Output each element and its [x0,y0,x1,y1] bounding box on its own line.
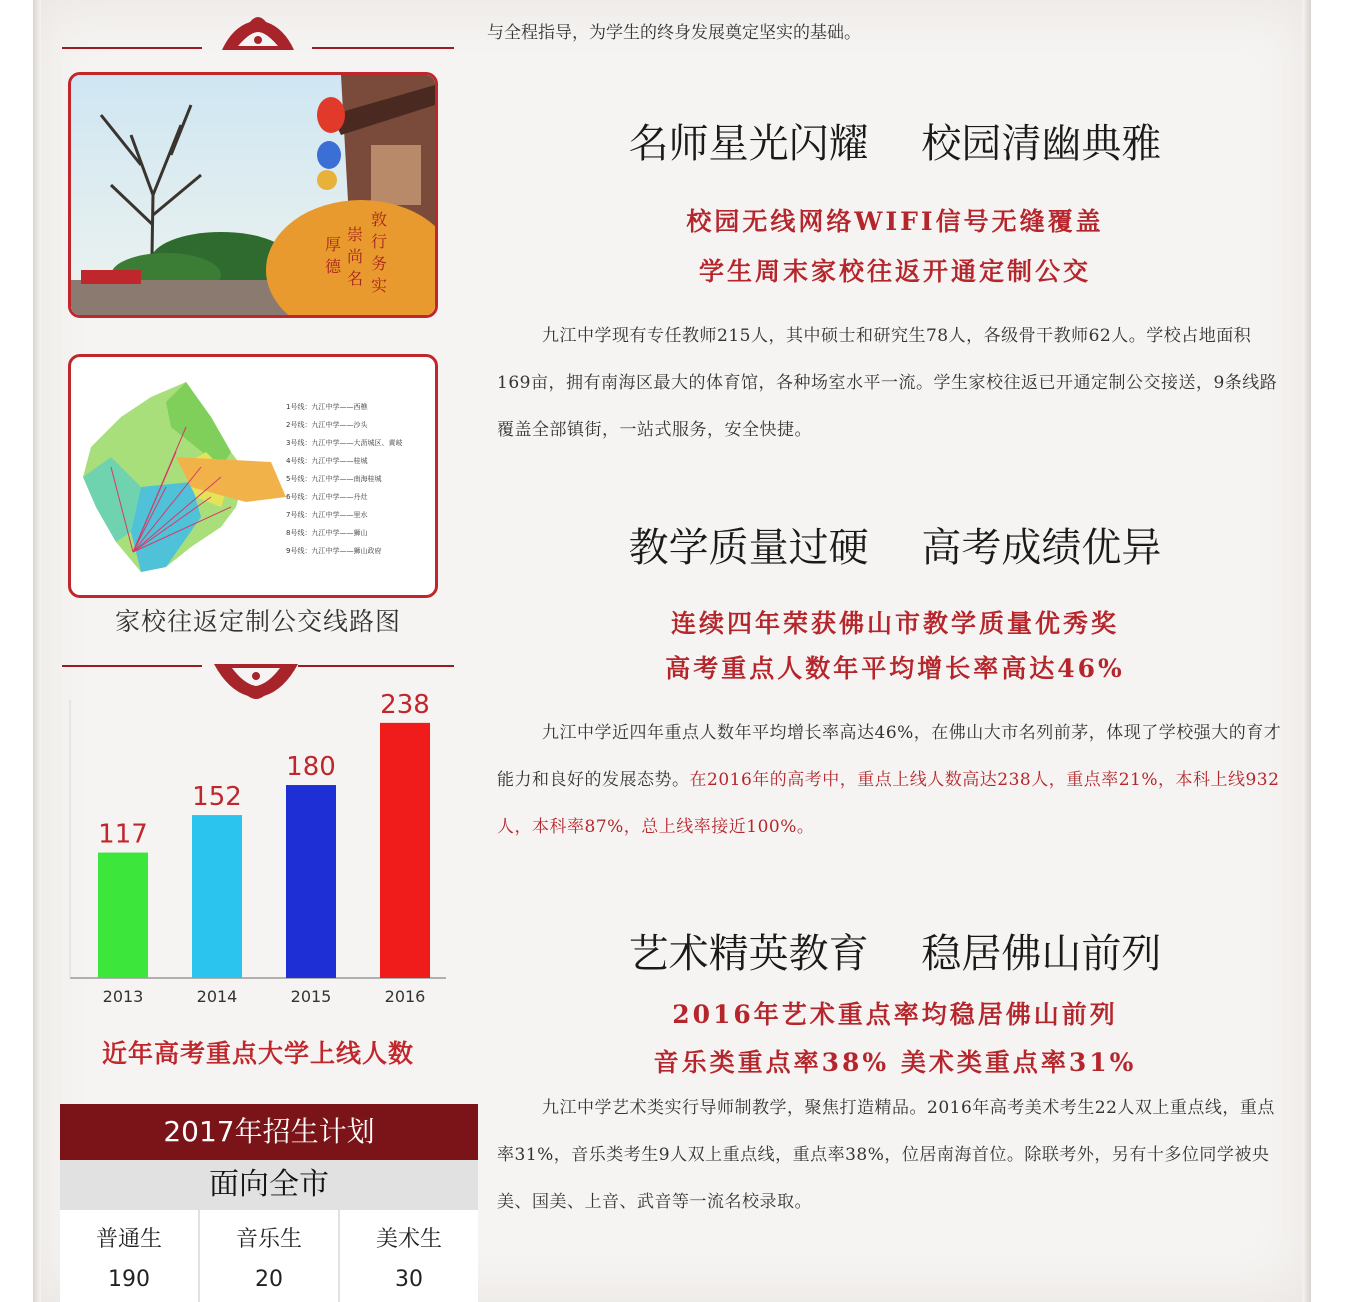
section-paragraph-teachers: 九江中学现有专任教师215人，其中硕士和研究生78人，各级骨干教师62人。学校占地面积169亩，拥有南海区最大的体育馆，各种场室水平一流。学生家校往返已开通定制公交接送，9条线路覆盖全部镇街，一站式服务，安全快捷。 [497,326,1278,440]
svg-text:3号线：九江中学——大沥城区、黄岐: 3号线：九江中学——大沥城区、黄岐 [286,439,403,447]
chart-title: 近年高考重点大学上线人数 [101,1039,414,1068]
section-subheading: 学生周末家校往返开通定制公交 [698,257,1091,286]
chart-tick-label: 2014 [196,987,238,1006]
section-subheading: 2016年艺术重点率均稳居佛山前列 [672,1000,1118,1029]
paragraph-text: 九江中学近四年重点人数年平均增长率高达46%，在佛山大市名列前茅，体现了学校强大的育才能力和良好的发展态势。 [497,723,1282,790]
paragraph-highlight: 在2016年的高考中，重点上线人数高达238人，重点率21%，本科上线932人，本科率87%，总上线率接近100%。 [497,770,1280,837]
section-heading-teachers: 名师星光闪耀 校园清幽典雅 [628,121,1162,167]
svg-text:2号线：九江中学——沙头: 2号线：九江中学——沙头 [286,421,368,429]
svg-text:4号线：九江中学——桂城: 4号线：九江中学——桂城 [286,457,368,465]
chart-data-label: 180 [286,752,336,783]
chart-bar [98,853,148,978]
section-subheading: 音乐类重点率38% 美术类重点率31% [653,1048,1137,1077]
svg-text:5号线：九江中学——南海桂城: 5号线：九江中学——南海桂城 [286,475,382,483]
paper-edge-right [1302,0,1311,1302]
svg-text:敦: 敦 [371,210,388,229]
intro-tail-text: 与全程指导，为学生的终身发展奠定坚实的基础。 [487,23,861,43]
bus-map-caption: 家校往返定制公交线路图 [114,607,401,636]
plan-columns [60,1210,478,1302]
section-subheading: 校园无线网络WIFI信号无缝覆盖 [686,207,1104,236]
enrollment-plan-table [60,1104,478,1302]
plan-column-label: 美术生 [375,1227,442,1252]
bus-route-map [68,354,438,598]
plan-column-value: 30 [395,1267,423,1292]
section-paragraph-arts: 九江中学艺术类实行导师制教学，聚焦打造精品。2016年高考美术考生22人双上重点线，重点率31%，音乐类考生9人双上重点线，重点率38%，位居南海首位。除联考外，另有十多位同学被央美、国美、上音、武音等一流名校录取。 [497,1098,1275,1212]
svg-text:8号线：九江中学——狮山: 8号线：九江中学——狮山 [286,529,368,537]
svg-text:实: 实 [371,276,388,295]
chart-bar [286,785,336,978]
plan-column-regular [60,1210,200,1302]
svg-text:6号线：九江中学——丹灶: 6号线：九江中学——丹灶 [286,493,368,501]
svg-text:9号线：九江中学——狮山政府: 9号线：九江中学——狮山政府 [286,547,382,555]
section-subheading: 连续四年荣获佛山市教学质量优秀奖 [670,609,1119,638]
plan-column-value: 190 [108,1267,150,1292]
chart-data-label: 238 [380,690,430,720]
chart-tick-label: 2013 [102,987,144,1006]
svg-text:崇: 崇 [347,225,364,244]
plan-column-art [340,1210,478,1302]
campus-photo [68,72,438,318]
chart-data-label: 117 [98,819,148,850]
svg-text:行: 行 [371,232,388,251]
chart-data-label: 152 [192,782,242,813]
chart-tick-label: 2016 [384,987,426,1006]
svg-text:德: 德 [325,257,342,276]
svg-text:务: 务 [371,254,388,273]
paper-edge-left [33,0,41,1302]
plan-column-value: 20 [255,1267,283,1292]
ornament-divider-top [62,10,454,60]
svg-text:名: 名 [347,269,364,288]
section-heading-arts: 艺术精英教育 稳居佛山前列 [628,931,1162,977]
plan-column-label: 音乐生 [235,1227,302,1252]
plan-scope: 面向全市 [60,1160,478,1210]
key-university-bar-chart [62,690,454,1020]
chart-bar [380,723,430,978]
section-heading-quality: 教学质量过硬 高考成绩优异 [628,525,1162,571]
svg-text:1号线：九江中学——西樵: 1号线：九江中学——西樵 [286,403,368,411]
plan-title: 2017年招生计划 [60,1104,478,1160]
section-paragraph-quality [497,710,1282,851]
plan-column-music [200,1210,340,1302]
svg-text:厚: 厚 [325,235,342,254]
svg-text:7号线：九江中学——里水: 7号线：九江中学——里水 [286,511,368,519]
plan-column-label: 普通生 [95,1227,162,1252]
svg-text:尚: 尚 [347,247,364,266]
section-subheading: 高考重点人数年平均增长率高达46% [665,654,1125,683]
chart-tick-label: 2015 [290,987,332,1006]
chart-bar [192,815,242,978]
